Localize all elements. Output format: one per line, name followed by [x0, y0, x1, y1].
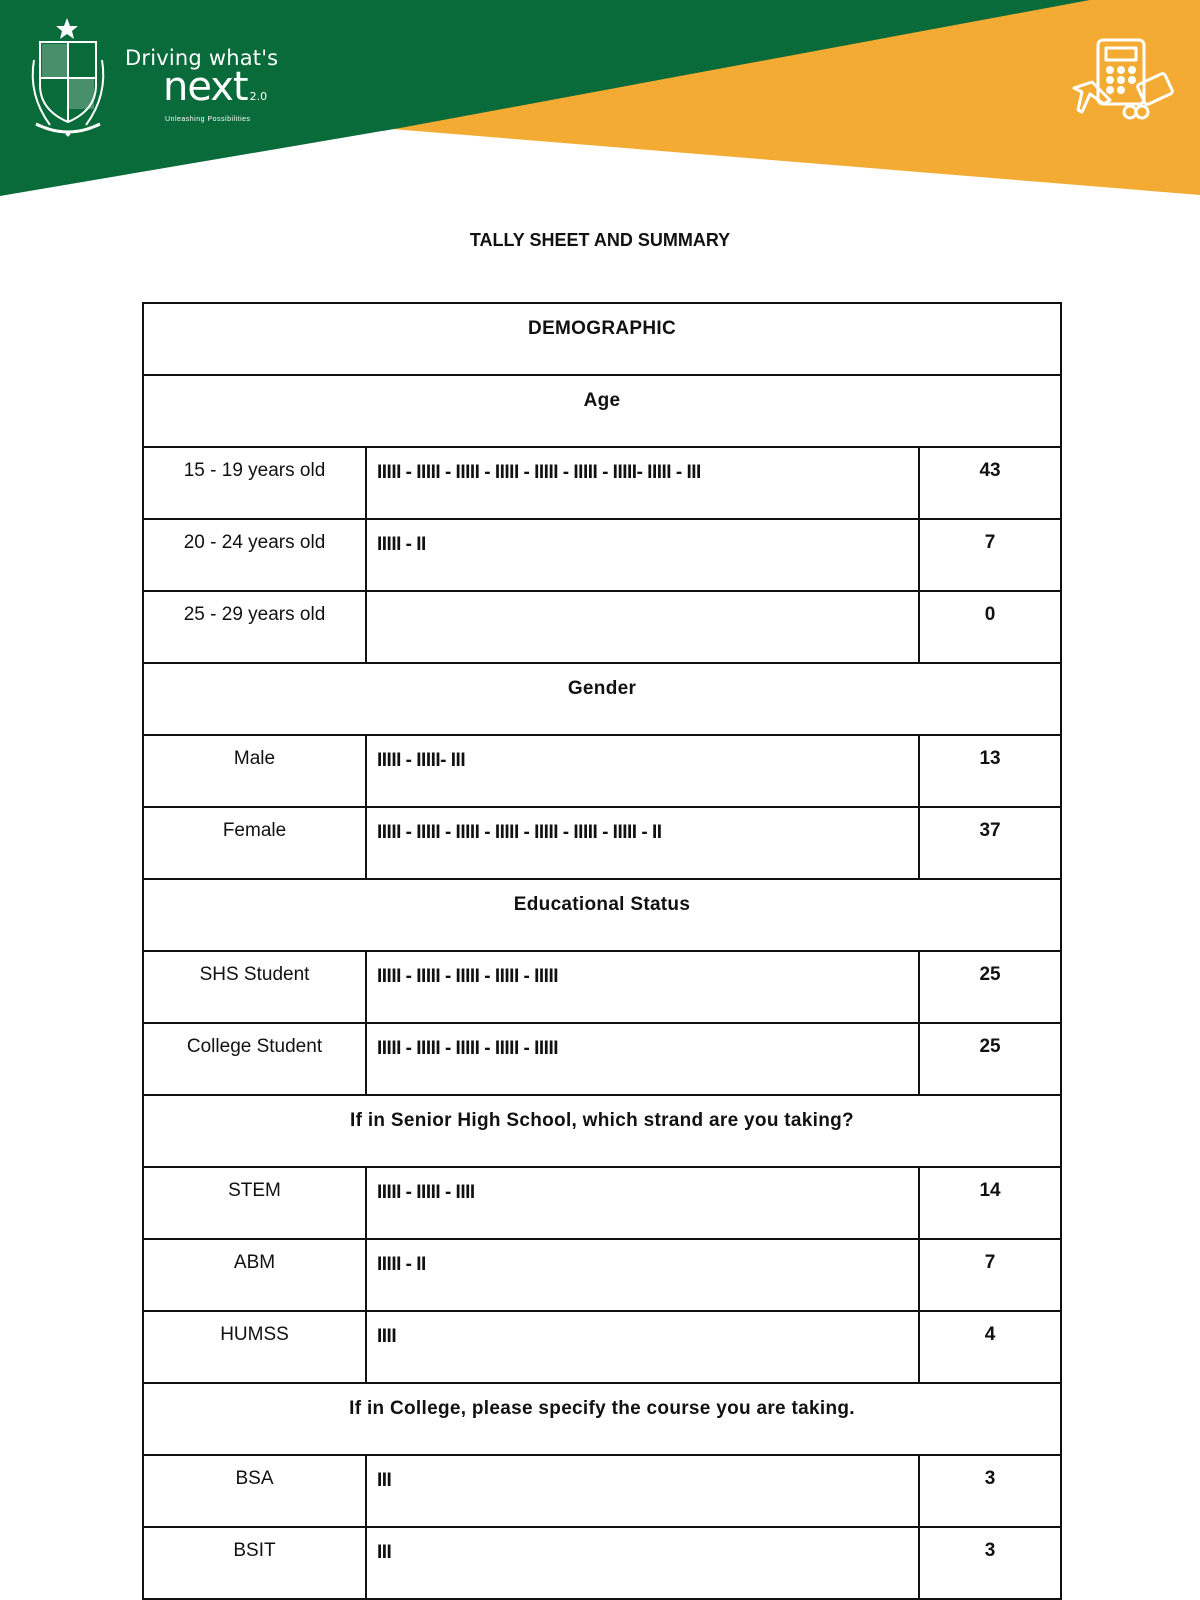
tally-marks: IIIII - IIIII - IIIII - IIIII - IIIII	[366, 1023, 919, 1095]
table-row	[143, 1311, 1061, 1383]
row-label: ABM	[143, 1239, 366, 1311]
table-row	[143, 1455, 1061, 1527]
table-row	[143, 1023, 1061, 1095]
svg-text:◆: ◆	[65, 130, 71, 138]
table-row	[143, 447, 1061, 519]
brand-tagline	[125, 46, 278, 123]
section-heading-row	[143, 879, 1061, 951]
tally-marks: IIIII - IIIII - IIIII - IIIII - IIIII - IIIII - IIIII- IIIII - III	[366, 447, 919, 519]
section-heading-row	[143, 663, 1061, 735]
tally-marks: IIIII - IIIII- III	[366, 735, 919, 807]
tally-marks: III	[366, 1455, 919, 1527]
row-label: 25 - 29 years old	[143, 591, 366, 663]
tally-marks	[366, 591, 919, 663]
row-label: College Student	[143, 1023, 366, 1095]
table-row	[143, 591, 1061, 663]
row-count: 25	[919, 1023, 1061, 1095]
row-count: 0	[919, 591, 1061, 663]
row-count: 37	[919, 807, 1061, 879]
row-count: 3	[919, 1455, 1061, 1527]
tally-marks: III	[366, 1527, 919, 1599]
section-heading: Gender	[143, 663, 1061, 735]
section-heading-row	[143, 375, 1061, 447]
row-label: Female	[143, 807, 366, 879]
tagline-next	[163, 64, 278, 114]
tagline-line1: Driving what's	[125, 46, 279, 70]
tally-marks: IIIII - II	[366, 519, 919, 591]
tally-table	[142, 302, 1062, 1600]
section-heading-row	[143, 1095, 1061, 1167]
tally-table-body	[143, 303, 1061, 1599]
row-label: BSIT	[143, 1527, 366, 1599]
tally-marks: IIII	[366, 1311, 919, 1383]
document-title: TALLY SHEET AND SUMMARY	[469, 230, 731, 250]
row-label: BSA	[143, 1455, 366, 1527]
table-row	[143, 1239, 1061, 1311]
table-row	[143, 1167, 1061, 1239]
table-header-row	[143, 303, 1061, 375]
section-heading: Educational Status	[143, 879, 1061, 951]
row-label: SHS Student	[143, 951, 366, 1023]
row-label: HUMSS	[143, 1311, 366, 1383]
version-label: 2.0	[249, 90, 268, 103]
row-count: 14	[919, 1167, 1061, 1239]
table-row	[143, 807, 1061, 879]
tagline-line2: next	[163, 64, 248, 110]
section-heading: Age	[143, 375, 1061, 447]
row-label: STEM	[143, 1167, 366, 1239]
row-count: 43	[919, 447, 1061, 519]
section-heading-row	[143, 1383, 1061, 1455]
row-count: 3	[919, 1527, 1061, 1599]
table-main-header: DEMOGRAPHIC	[143, 303, 1061, 375]
row-count: 7	[919, 519, 1061, 591]
row-count: 7	[919, 1239, 1061, 1311]
tally-marks: IIIII - II	[366, 1239, 919, 1311]
table-row	[143, 519, 1061, 591]
row-count: 4	[919, 1311, 1061, 1383]
tally-marks: IIIII - IIIII - IIII	[366, 1167, 919, 1239]
section-heading: If in Senior High School, which strand are you taking?	[143, 1095, 1061, 1167]
table-row	[143, 951, 1061, 1023]
table-row	[143, 735, 1061, 807]
row-count: 25	[919, 951, 1061, 1023]
row-label: 20 - 24 years old	[143, 519, 366, 591]
tally-marks: IIIII - IIIII - IIIII - IIIII - IIIII - IIIII - IIIII - II	[366, 807, 919, 879]
table-row	[143, 1527, 1061, 1599]
row-label: Male	[143, 735, 366, 807]
row-count: 13	[919, 735, 1061, 807]
row-label: 15 - 19 years old	[143, 447, 366, 519]
section-heading: If in College, please specify the course you are taking.	[143, 1383, 1061, 1455]
tally-marks: IIIII - IIIII - IIIII - IIIII - IIIII	[366, 951, 919, 1023]
tagline-line3: Unleashing Possibilities	[165, 116, 251, 123]
